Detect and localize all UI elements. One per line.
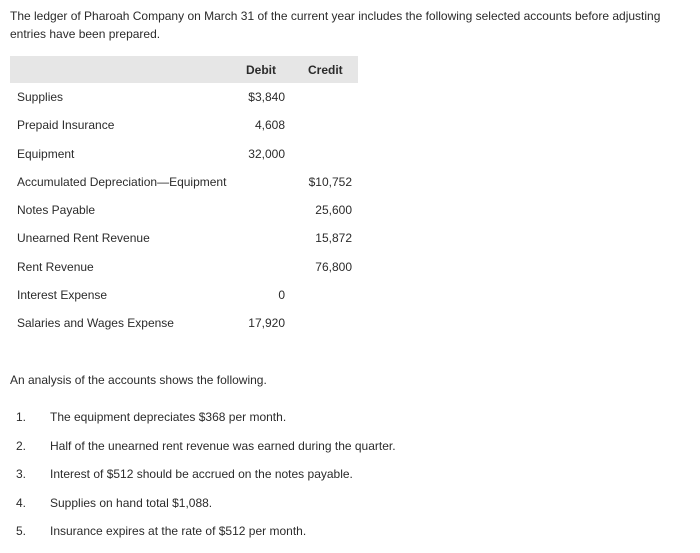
account-name: Supplies: [17, 90, 64, 104]
account-name: Rent Revenue: [17, 259, 94, 274]
item-text: Interest of $512 should be accrued on the notes payable.: [50, 467, 353, 481]
ledger-header-row: [10, 56, 358, 83]
debit-amount: 0: [278, 288, 285, 303]
item-number: 3.: [16, 467, 27, 481]
table-row: [10, 309, 358, 337]
list-item: [10, 402, 690, 431]
list-item: [10, 488, 690, 517]
list-item: [10, 516, 690, 545]
debit-amount: 32,000: [248, 146, 285, 161]
table-row: [10, 224, 358, 252]
debit-amount: 4,608: [254, 118, 285, 133]
item-number: 4.: [16, 495, 27, 510]
credit-amount: $10,752: [308, 174, 352, 189]
account-name: Salaries and Wages Expense: [17, 316, 174, 331]
table-row: [10, 140, 358, 168]
table-row: [10, 253, 358, 281]
list-item: [10, 431, 690, 460]
credit-amount: 15,872: [315, 231, 352, 246]
analysis-list: [10, 402, 690, 545]
table-row: [10, 281, 358, 309]
credit-amount: 25,600: [315, 203, 352, 218]
ledger-table: [10, 56, 358, 338]
list-item: [10, 459, 690, 488]
item-number: 2.: [16, 438, 27, 453]
analysis-intro: An analysis of the accounts shows the following.: [10, 373, 267, 387]
table-row: [10, 111, 358, 139]
item-text: The equipment depreciates $368 per month.: [50, 410, 287, 424]
account-name: Prepaid Insurance: [17, 118, 115, 133]
problem-intro: The ledger of Pharoah Company on March 31 of the current year includes the following selected accounts before adjusting entries have been prepared.: [10, 9, 661, 41]
account-name: Accumulated Depreciation—Equipment: [17, 174, 227, 189]
table-row: [10, 196, 358, 224]
account-name: Notes Payable: [17, 203, 96, 218]
item-text: Supplies on hand total $1,088.: [50, 495, 213, 510]
debit-amount: $3,840: [248, 90, 285, 104]
account-name: Unearned Rent Revenue: [17, 231, 150, 246]
debit-column-header: Debit: [246, 63, 276, 77]
table-row: [10, 168, 358, 196]
debit-amount: 17,920: [248, 316, 285, 331]
account-name: Interest Expense: [17, 288, 108, 303]
credit-column-header: Credit: [308, 63, 343, 77]
item-number: 1.: [16, 410, 27, 424]
ledger-rows: [10, 83, 358, 338]
item-text: Half of the unearned rent revenue was earned during the quarter.: [50, 438, 396, 453]
item-number: 5.: [16, 524, 27, 538]
account-name: Equipment: [17, 146, 75, 161]
item-text: Insurance expires at the rate of $512 per month.: [50, 524, 307, 538]
credit-amount: 76,800: [315, 259, 352, 274]
table-row: [10, 83, 358, 111]
